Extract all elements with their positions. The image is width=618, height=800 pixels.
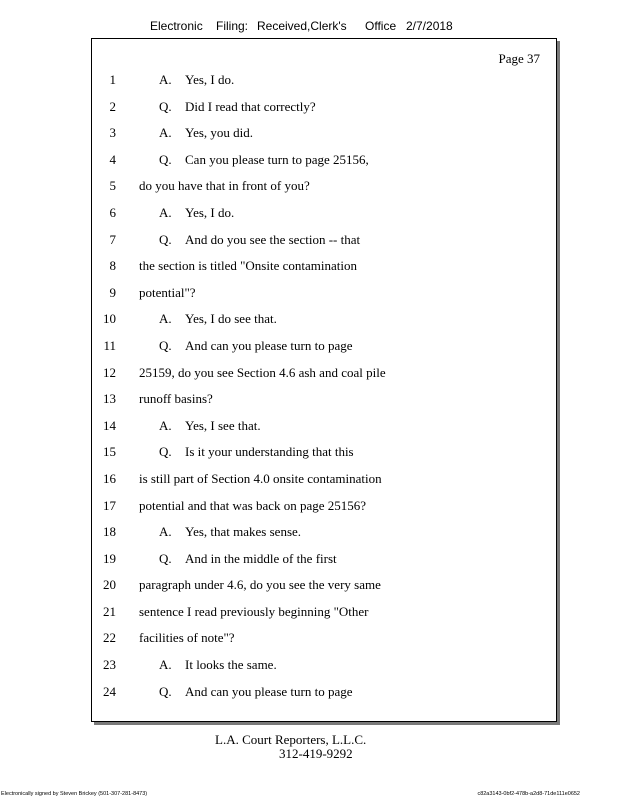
transcript-line [92, 630, 556, 657]
line-text: the section is titled "Onsite contamination [139, 258, 357, 274]
line-content [159, 338, 353, 354]
line-number: 10 [103, 311, 116, 327]
filing-word-received-clerks: Received,Clerk's [257, 19, 347, 33]
line-content [159, 311, 277, 327]
line-content [139, 498, 366, 514]
speaker-label: A. [159, 657, 172, 673]
speaker-label: A. [159, 72, 172, 87]
line-content [159, 657, 277, 673]
line-content [159, 444, 354, 460]
line-text: paragraph under 4.6, do you see the very same [139, 577, 381, 593]
transcript-line [92, 391, 556, 418]
filing-word-office: Office [365, 19, 397, 33]
line-text: runoff basins? [139, 391, 213, 407]
line-text: potential"? [139, 284, 196, 300]
line-number: 5 [109, 178, 116, 194]
line-text: do you have that in front of you? [139, 178, 310, 194]
speaker-label: Q. [159, 98, 172, 114]
speaker-label: A. [159, 524, 172, 540]
transcript-line [92, 418, 556, 445]
filing-stamp-header [150, 19, 470, 37]
transcript-line [92, 338, 556, 365]
speaker-label: Q. [159, 444, 172, 460]
line-number: 11 [103, 337, 116, 353]
line-text: Yes, I do. [185, 72, 235, 87]
electronic-signature-text: Electronically signed by Steven Brickey (501-307-281-8473) [1, 791, 148, 797]
speaker-label: Q. [159, 337, 172, 353]
line-content [159, 125, 253, 141]
transcript-line [92, 657, 556, 684]
line-number: 12 [103, 364, 116, 380]
line-text: Can you please turn to page 25156, [185, 151, 369, 167]
filing-date: 2/7/2018 [406, 19, 453, 33]
speaker-label: A. [159, 311, 172, 327]
line-number: 20 [103, 577, 116, 593]
line-number: 9 [109, 284, 116, 300]
speaker-label: A. [159, 125, 172, 141]
line-number: 18 [103, 524, 116, 540]
transcript-line [92, 285, 556, 312]
transcript-line [92, 551, 556, 578]
line-number: 21 [103, 603, 116, 619]
line-content [159, 684, 353, 700]
line-number: 15 [103, 444, 116, 460]
line-content [159, 152, 369, 168]
line-content [139, 365, 386, 381]
transcript-line [92, 684, 556, 711]
line-content [139, 285, 196, 301]
filing-word-filing: Filing: [216, 19, 249, 33]
line-number: 4 [109, 151, 116, 167]
line-text: It looks the same. [185, 657, 277, 673]
transcript-line [92, 125, 556, 152]
line-text: 25159, do you see Section 4.6 ash and coal pile [139, 364, 386, 380]
transcript-line [92, 99, 556, 126]
line-number: 22 [103, 630, 116, 646]
transcript-line [92, 72, 556, 99]
transcript-line [92, 524, 556, 551]
transcript-line [92, 152, 556, 179]
line-text: Yes, I see that. [185, 417, 261, 433]
line-content [159, 524, 301, 540]
speaker-label: A. [159, 417, 172, 433]
line-content [139, 577, 381, 593]
transcript-line [92, 577, 556, 604]
speaker-label: Q. [159, 550, 172, 566]
transcript-line [92, 311, 556, 338]
line-number: 19 [103, 550, 116, 566]
line-text: is still part of Section 4.0 onsite contamination [139, 470, 382, 486]
line-text: Is it your understanding that this [185, 444, 354, 460]
line-number: 13 [103, 391, 116, 407]
line-text: potential and that was back on page 25156? [139, 497, 367, 513]
line-content [139, 471, 382, 487]
line-number: 16 [103, 470, 116, 486]
line-content [159, 418, 261, 434]
transcript-line [92, 471, 556, 498]
document-hash-id: c82a3143-0bf2-478b-a2d8-71de111e0652 [477, 791, 580, 797]
filing-word-electronic: Electronic [150, 19, 203, 33]
line-text: sentence I read previously beginning "Other [139, 603, 369, 619]
line-text: And can you please turn to page [185, 337, 353, 353]
speaker-label: A. [159, 204, 172, 220]
line-text: And do you see the section -- that [185, 231, 361, 247]
transcript-page [91, 38, 557, 722]
line-number: 3 [109, 125, 116, 141]
line-number: 6 [109, 204, 116, 220]
line-number: 24 [103, 683, 116, 699]
speaker-label: Q. [159, 231, 172, 247]
transcript-line [92, 444, 556, 471]
line-text: Yes, you did. [185, 125, 254, 141]
line-content [159, 205, 234, 221]
line-number: 23 [103, 657, 116, 673]
line-number: 2 [109, 98, 116, 114]
line-number: 17 [103, 497, 116, 513]
line-content [139, 178, 310, 194]
line-content [159, 99, 316, 115]
line-text: And in the middle of the first [185, 550, 337, 566]
line-content [159, 551, 337, 567]
speaker-label: Q. [159, 151, 172, 167]
transcript-line [92, 604, 556, 631]
line-content [139, 630, 235, 646]
court-reporter-phone: 312-419-9292 [279, 746, 353, 761]
line-number: 1 [109, 72, 116, 87]
line-content [139, 258, 357, 274]
transcript-line [92, 365, 556, 392]
transcript-line [92, 498, 556, 525]
speaker-label: Q. [159, 683, 172, 699]
transcript-line [92, 178, 556, 205]
line-number: 8 [109, 258, 116, 274]
line-text: Yes, I do. [185, 204, 235, 220]
line-content [139, 604, 368, 620]
line-number: 7 [109, 231, 116, 247]
line-text: facilities of note"? [139, 630, 235, 646]
page-number: Page 37 [498, 51, 540, 66]
line-text: Yes, that makes sense. [185, 524, 302, 540]
court-reporter-name: L.A. Court Reporters, L.L.C. [215, 732, 367, 747]
line-text: Yes, I do see that. [185, 311, 277, 327]
transcript-lines [92, 72, 556, 710]
transcript-line [92, 258, 556, 285]
line-content [159, 232, 360, 248]
line-number: 14 [103, 417, 116, 433]
line-content [139, 391, 213, 407]
transcript-line [92, 205, 556, 232]
transcript-line [92, 232, 556, 259]
line-text: Did I read that correctly? [185, 98, 316, 114]
line-text: And can you please turn to page [185, 683, 353, 699]
line-content [159, 72, 234, 88]
